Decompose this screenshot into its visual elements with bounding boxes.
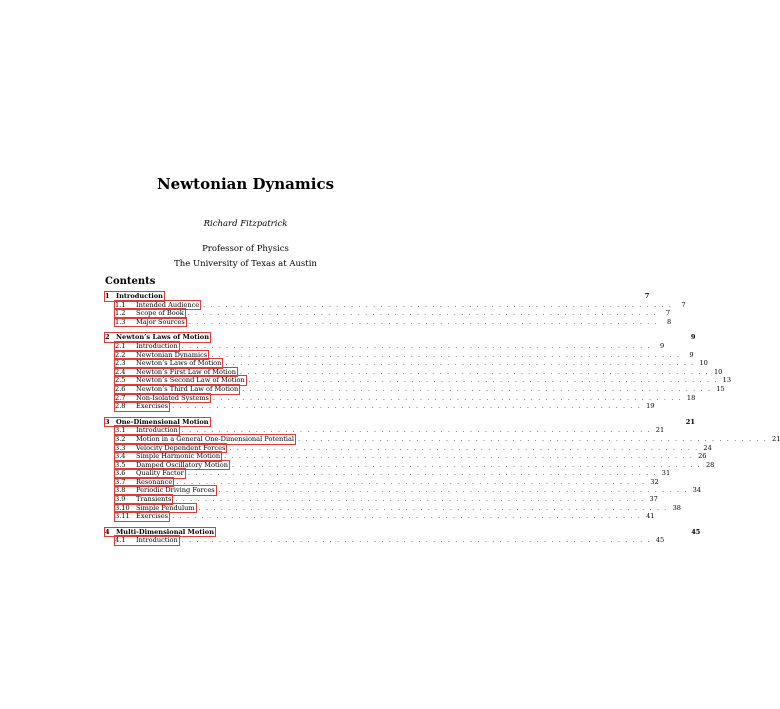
toc-link[interactable]: [115, 402, 169, 411]
toc-entry-number: 2: [105, 333, 110, 342]
toc-page-number: 21: [655, 426, 665, 435]
toc-chapter: [105, 527, 701, 545]
toc-leader-dots: . . . . . . . . . . . . . . . . . . . . . . . . . . . . . . . . . . . . . . . . . . . . . . . . . . . . . . . . . . . . . . . .: [198, 503, 668, 512]
toc-leader-dots: . . . . . . . . . . . . . . . . . . . . . . . . . . . . . . . . . . . . . . . . . . . . . . . . . . . . . . . . . . . . . . . .: [242, 384, 712, 393]
toc-section-entry[interactable]: [105, 309, 671, 318]
toc-leader-dots: . . . . . . . . . . . . . . . . . . . . . . . . . . . . . . . . . . . . . . . . . . . . . . . . . . . . . . . . . . . . . . . .: [181, 426, 652, 435]
toc-entry-number: 2.1: [115, 341, 126, 350]
toc-chapter: [105, 292, 686, 326]
toc-leader-dots: . . . . . . . . . . . . . . . . . . . . . . . . . . . . . . . . . . . . . . . . . . . . . . . . . . . . . . . . . . . . . . . .: [211, 350, 681, 359]
table-of-contents: [105, 292, 780, 552]
toc-entry-number: 4.1: [115, 536, 126, 545]
toc-entry-title: Damped Oscillatory Motion: [136, 460, 228, 469]
toc-entry-title: Exercises: [136, 402, 169, 411]
toc-leader-dots: . . . . . . . . . . . . . . . . . . . . . . . . . . . . . . . . . . . . . . . . . . . . . . . . . . . . . . . . . . . . . . . .: [229, 443, 699, 452]
toc-page-number: 13: [722, 376, 732, 385]
toc-entry-title: Introduction: [136, 341, 178, 350]
toc-entry-number: 3.5: [115, 460, 126, 469]
toc-leader-dots: . . . . . . . . . . . . . . . . . . . . . . . . . . . . . . . . . . . . . . . . . . . . . . . . . . . . . . . . . . . . . . . .: [248, 376, 719, 385]
toc-entry-title: Scope of Book: [136, 309, 184, 318]
toc-entry-number: 3.11: [115, 512, 130, 521]
author-institution: The University of Texas at Austin: [174, 259, 317, 269]
toc-link[interactable]: [115, 512, 169, 521]
author-position: Professor of Physics: [202, 244, 289, 254]
toc-page-number: 7: [644, 292, 650, 300]
toc-entry-number: 2.2: [115, 350, 126, 359]
toc-section-entry[interactable]: [105, 359, 708, 368]
toc-link[interactable]: [115, 318, 186, 327]
toc-page-number: 9: [690, 333, 696, 342]
toc-entry-number: 1.1: [115, 300, 126, 309]
toc-leader-dots: . . . . . . . . . . . . . . . . . . . . . . . . . . . . . . . . . . . . . . . . . . . . . . . . . . . . . . . . . . . . . . . .: [187, 469, 658, 478]
toc-page-number: 8: [667, 317, 672, 326]
toc-entry-title: Newton’s Laws of Motion: [136, 359, 222, 368]
toc-entry-title: Exercises: [136, 512, 169, 521]
toc-entry-title: Newton’s First Law of Motion: [136, 367, 236, 376]
toc-link[interactable]: [115, 469, 185, 478]
toc-chapter-entry[interactable]: [105, 292, 650, 301]
toc-leader-dots: . . . . . . . . . . . . . . . . . . . . . . . . . . . . . . . . . . . . . . . . . . . . . . . . . . . . . . . . . . . . . . . .: [298, 434, 768, 443]
toc-link[interactable]: [115, 426, 179, 435]
toc-entry-number: 3.9: [115, 495, 126, 504]
toc-entry-number: 1.2: [115, 309, 126, 318]
toc-page-number: 28: [705, 460, 715, 469]
toc-page-number: 38: [672, 503, 681, 512]
toc-chapter: [105, 417, 780, 521]
toc-link[interactable]: [115, 376, 246, 385]
toc-entry-title: Non-Isolated Systems: [136, 393, 209, 402]
toc-page-number: 15: [716, 384, 725, 393]
toc-link[interactable]: [115, 486, 216, 495]
toc-leader-dots: . . . . . . . . . . . . . . . . . . . . . . . . . . . . . . . . . . . . . . . . . . . . . . . . . . . . . . . . . . . . . . . .: [203, 300, 673, 309]
toc-page-number: 24: [703, 443, 712, 452]
contents-heading: Contents: [105, 276, 156, 287]
toc-leader-dots: . . . . . . . . . . . . . . . . . . . . . . . . . . . . . . . . . . . . . . . . . . . . . . . . . . . . . . . . . . . . . . . .: [239, 367, 710, 376]
toc-entry-title: Resonance: [136, 477, 173, 486]
toc-page-number: 7: [681, 300, 686, 309]
toc-page-number: 32: [650, 477, 659, 486]
toc-page-number: 19: [646, 402, 655, 411]
toc-chapter-entry[interactable]: [105, 333, 696, 342]
toc-entry-number: 3.6: [115, 469, 126, 478]
toc-link[interactable]: [115, 385, 239, 394]
toc-section-entry[interactable]: [105, 460, 715, 470]
toc-section-entry[interactable]: [105, 503, 681, 513]
toc-chapter: [105, 333, 732, 411]
toc-entry-number: 2.6: [115, 384, 126, 393]
toc-entry-number: 3: [105, 417, 110, 426]
book-title: Newtonian Dynamics: [156, 175, 335, 193]
toc-page-number: 10: [699, 359, 708, 368]
toc-section-entry[interactable]: [105, 376, 732, 385]
toc-leader-dots: . . . . . . . . . . . . . . . . . . . . . . . . . . . . . . . . . . . . . . . . . . . . . . . . . . . . . . . . . . . . . . . .: [188, 317, 659, 326]
toc-entry-title: Newton’s Second Law of Motion: [136, 376, 245, 385]
toc-leader-dots: . . . . . . . . . . . . . . . . . . . . . . . . . . . . . . . . . . . . . . . . . . . . . . . . . . . . . . . . . . . . . . . .: [172, 402, 642, 411]
toc-link[interactable]: [115, 301, 200, 310]
toc-entry-title: Quality Factor: [136, 469, 184, 478]
toc-page-number: 37: [649, 495, 658, 504]
toc-leader-dots: . . . . . . . . . . . . . . . . . . . . . . . . . . . . . . . . . . . . . . . . . . . . . . . . . . . . . . . . . . . . . . . .: [224, 452, 694, 461]
toc-link[interactable]: [115, 342, 179, 351]
toc-entry-title: Introduction: [116, 292, 163, 300]
toc-leader-dots: . . . . . . . . . . . . . . . . . . . . . . . . . . . . . . . . . . . . . . . . . . . . . . . . . . . . . . . . . . . . . . . .: [231, 460, 702, 469]
toc-section-entry[interactable]: [105, 402, 655, 411]
toc-page-number: 21: [685, 417, 695, 426]
toc-entry-number: 1.3: [115, 317, 126, 326]
toc-page-number: 34: [692, 486, 702, 495]
toc-entry-number: 3.2: [115, 434, 126, 443]
toc-entry-number: 3.10: [115, 503, 130, 512]
toc-entry-number: 2.8: [115, 402, 126, 411]
toc-link[interactable]: [105, 292, 164, 301]
toc-section-entry[interactable]: [105, 443, 712, 453]
toc-section-entry[interactable]: [105, 536, 665, 545]
toc-page-number: 7: [665, 309, 671, 318]
toc-link[interactable]: [115, 444, 226, 453]
toc-entry-number: 2.4: [115, 367, 126, 376]
toc-link[interactable]: [115, 394, 210, 403]
toc-section-entry[interactable]: [105, 486, 702, 495]
toc-entry-title: Major Sources: [136, 317, 185, 326]
toc-entry-title: Newtonian Dynamics: [136, 350, 208, 359]
toc-entry-title: Transients: [136, 495, 172, 504]
toc-leader-dots: . . . . . . . . . . . . . . . . . . . . . . . . . . . . . . . . . . . . . . . . . . . . . . . . . . . . . . . . . . . . . . . .: [212, 393, 683, 402]
toc-link[interactable]: [105, 528, 215, 537]
toc-section-entry[interactable]: [105, 469, 671, 478]
toc-link[interactable]: [115, 536, 179, 545]
toc-link[interactable]: [115, 368, 237, 377]
toc-page-number: 31: [661, 469, 671, 478]
toc-leader-dots: . . . . . . . . . . . . . . . . . . . . . . . . . . . . . . . . . . . . . . . . . . . . . . . . . . . . . . . . . . . . . . . .: [187, 309, 658, 318]
author-name: Richard Fitzpatrick: [203, 219, 288, 229]
toc-section-entry[interactable]: [105, 393, 696, 403]
toc-entry-title: Simple Harmonic Motion: [136, 452, 221, 461]
toc-leader-dots: . . . . . . . . . . . . . . . . . . . . . . . . . . . . . . . . . . . . . . . . . . . . . . . . . . . . . . . . . . . . . . . .: [172, 512, 642, 521]
toc-entry-title: Velocity Dependent Forces: [136, 443, 226, 452]
toc-entry-title: Intended Audience: [136, 300, 200, 309]
toc-entry-title: Motion in a General One-Dimensional Potential: [136, 434, 295, 443]
toc-section-entry[interactable]: [105, 350, 694, 360]
toc-entry-title: Introduction: [136, 536, 178, 545]
toc-entry-number: 3.7: [115, 477, 126, 486]
toc-entry-title: Simple Pendulum: [136, 503, 195, 512]
toc-link[interactable]: [105, 333, 210, 342]
toc-link[interactable]: [115, 504, 196, 513]
toc-leader-dots: . . . . . . . . . . . . . . . . . . . . . . . . . . . . . . . . . . . . . . . . . . . . . . . . . . . . . . . . . . . . . . . .: [181, 536, 652, 545]
toc-entry-number: 3.8: [115, 486, 126, 495]
toc-entry-number: 2.7: [115, 393, 126, 402]
toc-section-entry[interactable]: [105, 512, 655, 521]
toc-section-entry[interactable]: [105, 434, 780, 444]
toc-entry-number: 3.4: [115, 452, 126, 461]
toc-section-entry[interactable]: [105, 341, 665, 351]
toc-section-entry[interactable]: [105, 452, 707, 461]
toc-entry-title: Multi-Dimensional Motion: [116, 527, 214, 536]
toc-section-entry[interactable]: [105, 317, 672, 327]
toc-page-number: 10: [713, 367, 723, 376]
toc-leader-dots: . . . . . . . . . . . . . . . . . . . . . . . . . . . . . . . . . . . . . . . . . . . . . . . . . . . . . . . . . . . . . . . .: [218, 486, 689, 495]
toc-link[interactable]: [105, 418, 210, 427]
toc-chapter-entry[interactable]: [105, 527, 701, 537]
toc-link[interactable]: [115, 351, 208, 360]
toc-section-entry[interactable]: [105, 367, 723, 377]
toc-leader-dots: . . . . . . . . . . . . . . . . . . . . . . . . . . . . . . . . . . . . . . . . . . . . . . . . . . . . . . . . . . . . . . . .: [175, 495, 645, 504]
toc-entry-number: 2.5: [115, 376, 126, 385]
toc-link[interactable]: [115, 452, 221, 461]
toc-entry-title: Newton’s Laws of Motion: [116, 333, 210, 342]
toc-link[interactable]: [115, 359, 222, 368]
toc-page-number: 45: [691, 527, 701, 536]
toc-entry-title: Introduction: [136, 426, 178, 435]
toc-entry-number: 2.3: [115, 359, 126, 368]
toc-link[interactable]: [115, 461, 229, 470]
toc-chapter-entry[interactable]: [105, 417, 695, 427]
toc-leader-dots: . . . . . . . . . . . . . . . . . . . . . . . . . . . . . . . . . . . . . . . . . . . . . . . . . . . . . . . . . . . . . . . .: [181, 341, 652, 350]
toc-entry-number: 3.3: [115, 443, 126, 452]
toc-entry-number: 4: [105, 527, 110, 536]
toc-page-number: 18: [686, 393, 696, 402]
toc-section-entry[interactable]: [105, 495, 658, 504]
toc-entry-title: Periodic Driving Forces: [136, 486, 215, 495]
toc-entry-number: 1: [105, 292, 110, 300]
toc-link[interactable]: [115, 495, 172, 504]
toc-page-number: 45: [655, 536, 665, 545]
toc-page-number: 26: [698, 452, 707, 461]
toc-section-entry[interactable]: [105, 384, 725, 394]
toc-entry-title: Newton’s Third Law of Motion: [136, 384, 239, 393]
toc-leader-dots: . . . . . . . . . . . . . . . . . . . . . . . . . . . . . . . . . . . . . . . . . . . . . . . . . . . . . . . . . . . . . . . .: [176, 477, 646, 486]
toc-leader-dots: . . . . . . . . . . . . . . . . . . . . . . . . . . . . . . . . . . . . . . . . . . . . . . . . . . . . . . . . . . . . . . . .: [225, 359, 695, 368]
toc-entry-number: 3.1: [115, 426, 126, 435]
toc-link[interactable]: [115, 309, 185, 318]
toc-page-number: 9: [689, 350, 694, 359]
toc-section-entry[interactable]: [105, 300, 686, 310]
toc-section-entry[interactable]: [105, 426, 665, 435]
toc-section-entry[interactable]: [105, 477, 659, 487]
toc-page-number: 21: [772, 434, 780, 443]
toc-page-number: 41: [646, 512, 655, 521]
toc-entry-title: One-Dimensional Motion: [116, 417, 209, 426]
toc-link[interactable]: [115, 435, 295, 444]
toc-link[interactable]: [115, 478, 173, 487]
toc-page-number: 9: [659, 341, 665, 350]
